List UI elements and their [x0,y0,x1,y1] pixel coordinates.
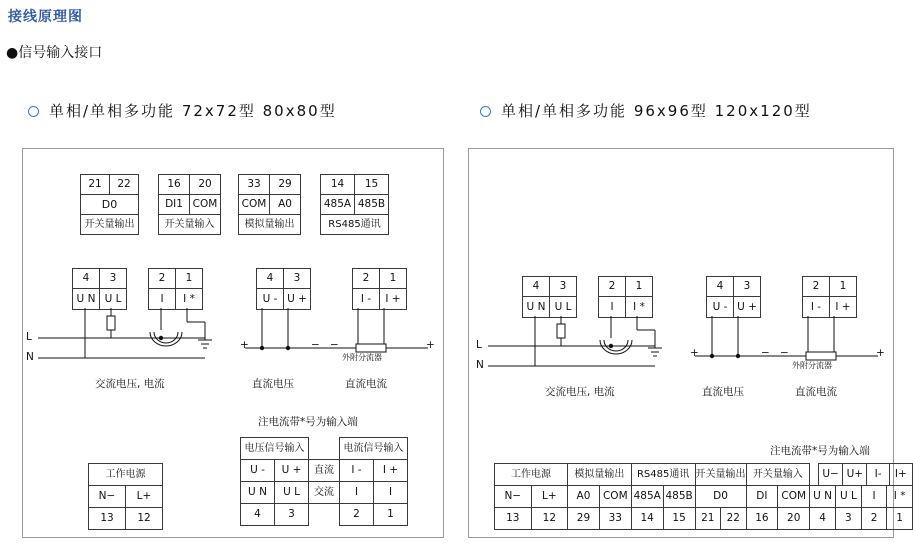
label-shunt-right: 外附分流器 [792,361,832,370]
label-minus-dcv-right: − [780,347,789,359]
label-plus-dci-right: + [876,347,885,359]
terminal-block-d0: 21 22 D0 开关量输出 [80,174,139,235]
caption-dci-left: 直流电流 [345,378,387,390]
caption-dci-right: 直流电流 [795,386,837,398]
label-plus-dcv-left: + [240,339,249,351]
label-minus-dcv-left: − [330,339,339,351]
label-minus-dci-right: − [761,347,770,359]
power-supply-block-left: 工作电源 N− L+ 13 12 [88,463,163,530]
input-block-ac-current: 2 1 I I * [148,268,203,310]
label-plus-dci-left: + [426,339,435,351]
terminal-block-di1: 16 20 DI1 COM 开关量输入 [158,174,221,235]
input-block-dc-current-right: 2 1 I - I + [802,276,857,318]
note-left: 注电流带*号为输入端 [258,416,358,428]
page-subtitle: ●信号输入接口 [6,45,103,61]
caption-dcv-right: 直流电压 [702,386,744,398]
input-block-ac-voltage: 4 3 U N U L [72,268,127,310]
caption-ac-right: 交流电压, 电流 [545,386,615,398]
label-n-left: N [26,351,34,363]
input-block-dc-voltage: 4 3 U - U + [256,268,311,310]
legend-table-left: 电压信号输入 电流信号输入 U - U + 直流 I - I + U N U L 交流 I I 4 3 2 1 [240,437,408,526]
page-title: 接线原理图 [8,9,83,25]
input-block-ac-current-right: 2 1 I I * [598,276,653,318]
terminal-block-ao: 33 29 COM A0 模拟量输出 [238,174,301,235]
input-block-dc-voltage-right: 4 3 U - U + [706,276,761,318]
label-shunt-left: 外附分流器 [342,353,382,362]
label-l-right: L [476,339,482,351]
input-block-ac-voltage-right: 4 3 U N U L [522,276,577,318]
caption-dcv-left: 直流电压 [252,378,294,390]
bottom-terminal-table-right: 工作电源 模拟量输出 RS485通讯 开关量输出 开关量输入 N− L+ A0 COM 485A 485B D0 DI COM U N U L I I * 13 12 29 33 14 15 21 22 16 20 4 3 2 1 [494,463,913,530]
panel-heading-right: 单相/单相多功能 96x96型 120x120型 [480,100,812,121]
input-block-dc-current: 2 1 I - I + [352,268,407,310]
label-plus-dcv-right: + [690,347,699,359]
caption-ac-left: 交流电压, 电流 [95,378,165,390]
label-minus-dci-left: − [311,339,320,351]
panel-heading-left: 单相/单相多功能 72x72型 80x80型 [28,100,337,121]
bottom-extra-codes-right: U− U+ I- I+ [818,463,913,486]
label-n-right: N [476,359,484,371]
label-l-left: L [26,331,32,343]
note-right: 注电流带*号为输入端 [770,445,870,457]
terminal-block-rs485: 14 15 485A 485B RS485通讯 [320,174,389,235]
